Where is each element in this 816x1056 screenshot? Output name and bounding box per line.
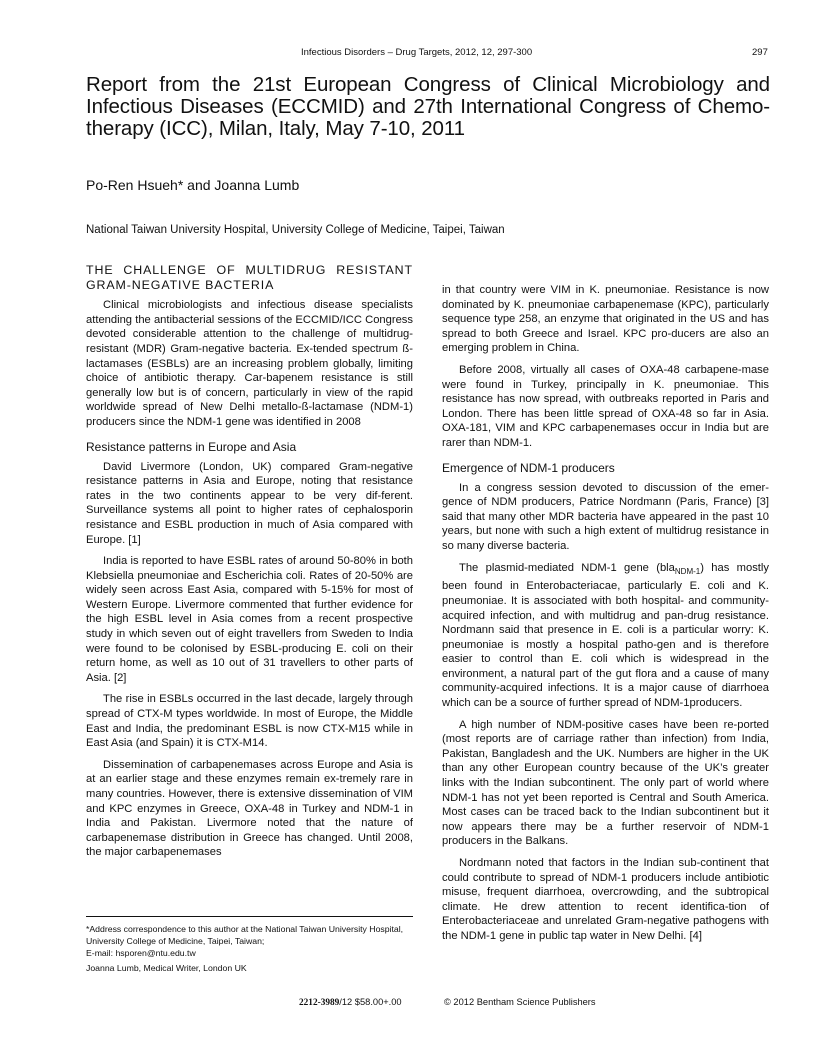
gene-subscript: NDM-1 [674,566,701,576]
text-run: The plasmid-mediated NDM-1 gene (bla [459,561,675,574]
text-run: ) has mostly been found in Enterobacteriacae, particularly E. coli and K. pneumoniae. It is associated with both hospital- and community-acquired infection, and with multidrug and pan-drug resistance. Nordmann said that presence in E. coli is a particular worry: K. pneumoniae is mostly a hospital patho-gen and is therefore easier to control than E. coli which is widespread in the environment, a natural part of the gut flora and a cause of many community-acquired infections. It is a major cause of diarrhoea which can be a source of further spread of NDM-1producers. [442,561,769,710]
body-paragraph: Dissemination of carbapenemases across Europe and Asia is at an earlier stage and these enzymes remain ex-tremely rare in many countries. However, there is extensive dissemination of VIM and KPC enzymes in Greece, OXA-48 in Turkey and NDM-1 in India and Pakistan. Livermore noted that the nature of carbapenemase distribution in Greece has changed. Until 2008, the major carbapenemases [86,758,413,859]
right-column [442,283,769,951]
subheading-resistance-patterns: Resistance patterns in Europe and Asia [86,439,297,454]
subheading-ndm-emergence: Emergence of NDM-1 producers [442,460,615,475]
intro-paragraph: Clinical microbiologists and infectious disease specialists attending the antibacterial sessions of the ECCMID/ICC Congress devoted considerable attention to the challenge of multidrug- resistant (MDR) Gram-negative bacteria. Ex-tended spectrum ß-lactamases (ESBLs) are an increasing problem globally, limiting choice of antibiotic therapy. Car-bapenem resistance is still generally low but is of concern, particularly in view of the rapid worldwide spread of New Delhi metallo-ß-lactamase (NDM-1) producers since the NDM-1 gene was identified in 2008 [86,299,413,428]
article-title: Report from the 21st European Congress of Clinical Microbiology and Infectious Diseases (ECCMID) and 27th International Congress of Chemo-therapy (ICC), Milan, Italy, May 7-10, 2011 [86,73,770,140]
body-paragraph: The rise in ESBLs occurred in the last decade, largely through spread of CTX-M types worldwide. In most of Europe, the Middle East and India, the predominant ESBL is now CTX-M15 while in East Asia (and Spain) it is CTX-M14. [86,693,413,750]
body-paragraph: In a congress session devoted to discussion of the emer-gence of NDM producers, Patrice Nordmann (Paris, France) [3] said that many other MDR bacteria have appeared in the past 10 years, but none with such a high extent of multidrug resistance in so many diverse bacteria. [442,481,769,552]
body-paragraph: David Livermore (London, UK) compared Gram-negative resistance patterns in Asia and Europe, noting that resistance rates in the two continents appear to be very dif-ferent. Surveillance systems all point to higher rates of cephalosporin resistance and ESBL production in much of Asia compared with Europe. [1] [86,460,413,546]
body-paragraph: Before 2008, virtually all cases of OXA-48 carbapene-mase were found in Turkey, principally in K. pneumoniae. This resistance has now spread, with outbreaks reported in Paris and London. There has been little spread of OXA-48 so far in Asia. OXA-181, VIM and KPC carbapenemases occur in India but are rarer than NDM-1. [442,363,769,449]
continued-paragraph: in that country were VIM in K. pneumoniae. Resistance is now dominated by K. pneumoniae carbapenemase (KPC), particularly sequence type 258, an enzyme that originated in the US and has spread to both Greece and Israel. KPC pro-ducers are also an emerging problem in China. [442,284,769,355]
body-paragraph: Nordmann noted that factors in the Indian sub-continent that could contribute to spread of NDM-1 producers include antibiotic misuse, frequent diarrhoea, overcrowding, and the subtropical climate. He drew attention to recent identifica-tion of Enterobacteriaceae and unrelated Gram-negative pathogens with the NDM-1 gene in public tap water in New Delhi. [4] [442,857,769,942]
price: /12 $58.00+.00 [339,997,402,1007]
section-heading: THE CHALLENGE OF MULTIDRUG RESISTANT GRAM-NEGATIVE BACTERIA [86,263,413,292]
issn: 2212-3989 [299,998,340,1008]
correspondence-address: *Address correspondence to this author at the National Taiwan University Hospital, University College of Medicine, Taipei, Taiwan; [86,924,404,946]
body-paragraph-plasmid [442,561,769,711]
correspondence-email: E-mail: hsporen@ntu.edu.tw [86,948,196,958]
copyright: © 2012 Bentham Science Publishers [444,997,596,1007]
affiliation: National Taiwan University Hospital, University College of Medicine, Taipei, Taiwan [86,224,505,236]
issn-price [299,997,402,1008]
correspondence-footnote [86,916,413,974]
left-column [86,263,413,867]
second-author-note: Joanna Lumb, Medical Writer, London UK [86,963,247,973]
body-paragraph: India is reported to have ESBL rates of around 50-80% in both Klebsiella pneumoniae and Escherichia coli. Rates of 20-50% are widely seen across East Asia, compared with 5-15% for most of Western Europe. Livermore commented that further evidence for the high ESBL level in Asia comes from a recent prospective study in which seven out of eight travellers from Sweden to India were found to be colonised by ESBL-producing E. coli on their return home, as well as 10 out of 31 travellers to other parts of Asia. [2] [86,555,413,684]
page-number: 297 [752,47,768,58]
author-list: Po-Ren Hsueh* and Joanna Lumb [86,177,300,193]
body-paragraph: A high number of NDM-positive cases have been re-ported (most reports are of carriage rather than infection) from India, Pakistan, Bangladesh and the UK. Numbers are higher in the UK than any other European country because of the UK’s greater links with the Indian subcontinent. The only part of world where NDM-1 has not yet been reported is Central and South America. Most cases can be traced back to the Indian subcontinent but it now appears there may be a further reservoir of NDM-1 producers in the Balkans. [442,718,769,848]
running-head: Infectious Disorders – Drug Targets, 2012, 12, 297-300 [301,47,533,58]
